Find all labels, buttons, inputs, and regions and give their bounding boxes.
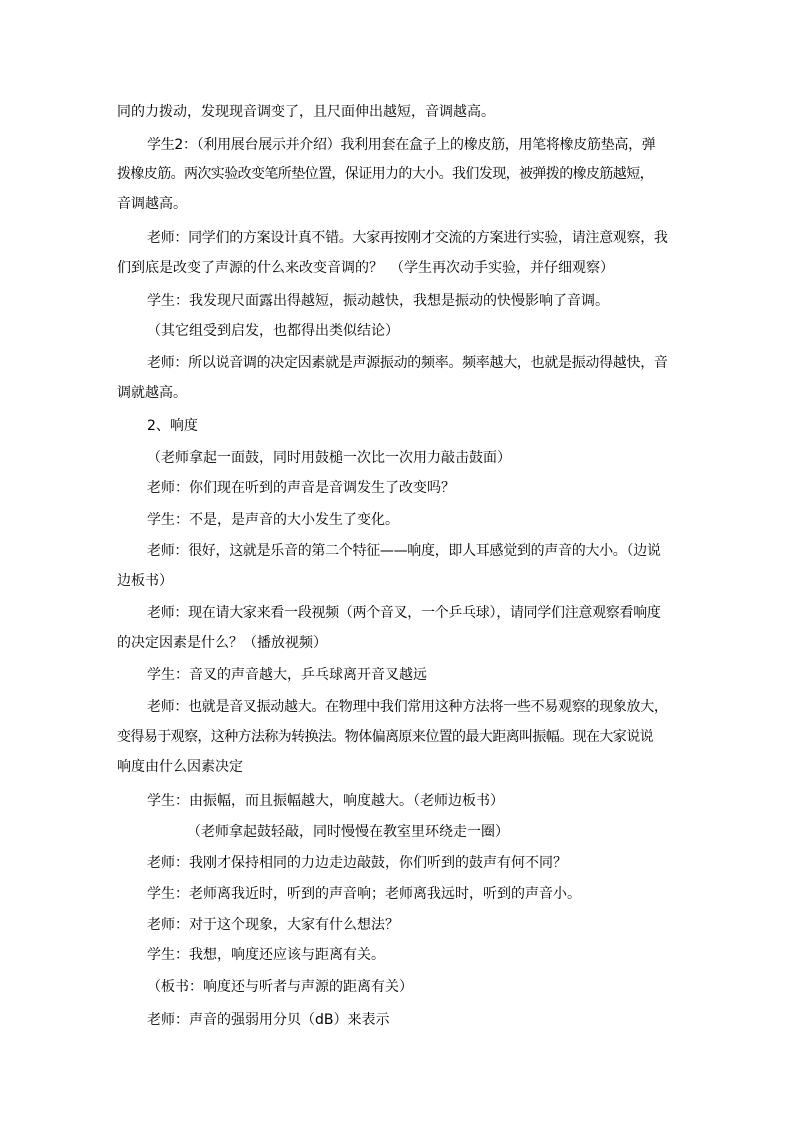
paragraph-line: 变得易于观察，这种方法称为转换法。物体偏离原来位置的最大距离叫振幅。现在大家说说 (117, 729, 653, 745)
paragraph-line: （板书：响度还与听者与声源的距离有关） (147, 979, 413, 995)
paragraph-line: 音调越高。 (117, 196, 187, 212)
paragraph-line: （老师拿起鼓轻敲，同时慢慢在教室里环绕走一圈） (187, 824, 509, 840)
paragraph-line: （其它组受到启发，也都得出类似结论） (147, 323, 399, 339)
paragraph-line: 老师：同学们的方案设计真不错。大家再按刚才交流的方案进行实验，请注意观察，我 (147, 230, 668, 246)
paragraph-line: 学生：音叉的声音越大，乒乓球离开音叉越远 (147, 667, 427, 683)
paragraph-line: 拨橡皮筋。两次实验改变笔所垫位置，保证用力的大小。我们发现，被弹拨的橡皮筋越短， (117, 166, 653, 182)
paragraph-line: 老师：现在请大家来看一段视频（两个音叉，一个乒乓球），请同学们注意观察看响度 (147, 605, 661, 621)
paragraph-line: 边板书） (117, 573, 173, 589)
paragraph-line: 调就越高。 (117, 385, 187, 401)
paragraph-line: 同的力拨动，发现现音调变了，且尺面伸出越短，音调越高。 (117, 104, 495, 120)
paragraph-line: 的决定因素是什么？（播放视频） (117, 635, 327, 651)
paragraph-line: 学生：不是，是声音的大小发生了变化。 (147, 512, 399, 528)
paragraph-line: 学生：我发现尺面露出得越短，振动越快，我想是振动的快慢影响了音调。 (147, 293, 609, 309)
section-heading: 2、响度 (147, 418, 198, 434)
paragraph-line: （老师拿起一面鼓，同时用鼓槌一次比一次用力敲击鼓面） (147, 450, 511, 466)
paragraph-line: 老师：也就是音叉振动越大。在物理中我们常用这种方法将一些不易观察的现象放大， (147, 699, 668, 715)
paragraph-line: 学生：由振幅，而且振幅越大，响度越大。（老师边板书） (147, 793, 504, 809)
paragraph-line: 们到底是改变了声源的什么来改变音调的？ （学生再次动手实验，并仔细观察） (117, 260, 614, 276)
paragraph-line: 学生2：（利用展台展示并介绍）我利用套在盒子上的橡皮筋，用笔将橡皮筋垫高，弹 (147, 137, 656, 153)
paragraph-line: 老师：声音的强弱用分贝（dB）来表示 (147, 1012, 390, 1028)
paragraph-line: 老师：对于这个现象，大家有什么想法？ (147, 917, 399, 933)
paragraph-line: 老师：很好，这就是乐音的第二个特征——响度，即人耳感觉到的声音的大小。（边说 (147, 543, 661, 559)
paragraph-line: 响度由什么因素决定 (117, 759, 243, 775)
paragraph-line: 老师：我刚才保持相同的力边走边敲鼓，你们听到的鼓声有何不同？ (147, 855, 567, 871)
paragraph-line: 老师：你们现在听到的声音是音调发生了改变吗？ (147, 480, 455, 496)
paragraph-line: 学生：老师离我近时，听到的声音响；老师离我远时，听到的声音小。 (147, 886, 581, 902)
paragraph-line: 学生：我想，响度还应该与距离有关。 (147, 947, 385, 963)
paragraph-line: 老师：所以说音调的决定因素就是声源振动的频率。频率越大，也就是振动得越快，音 (147, 355, 668, 371)
